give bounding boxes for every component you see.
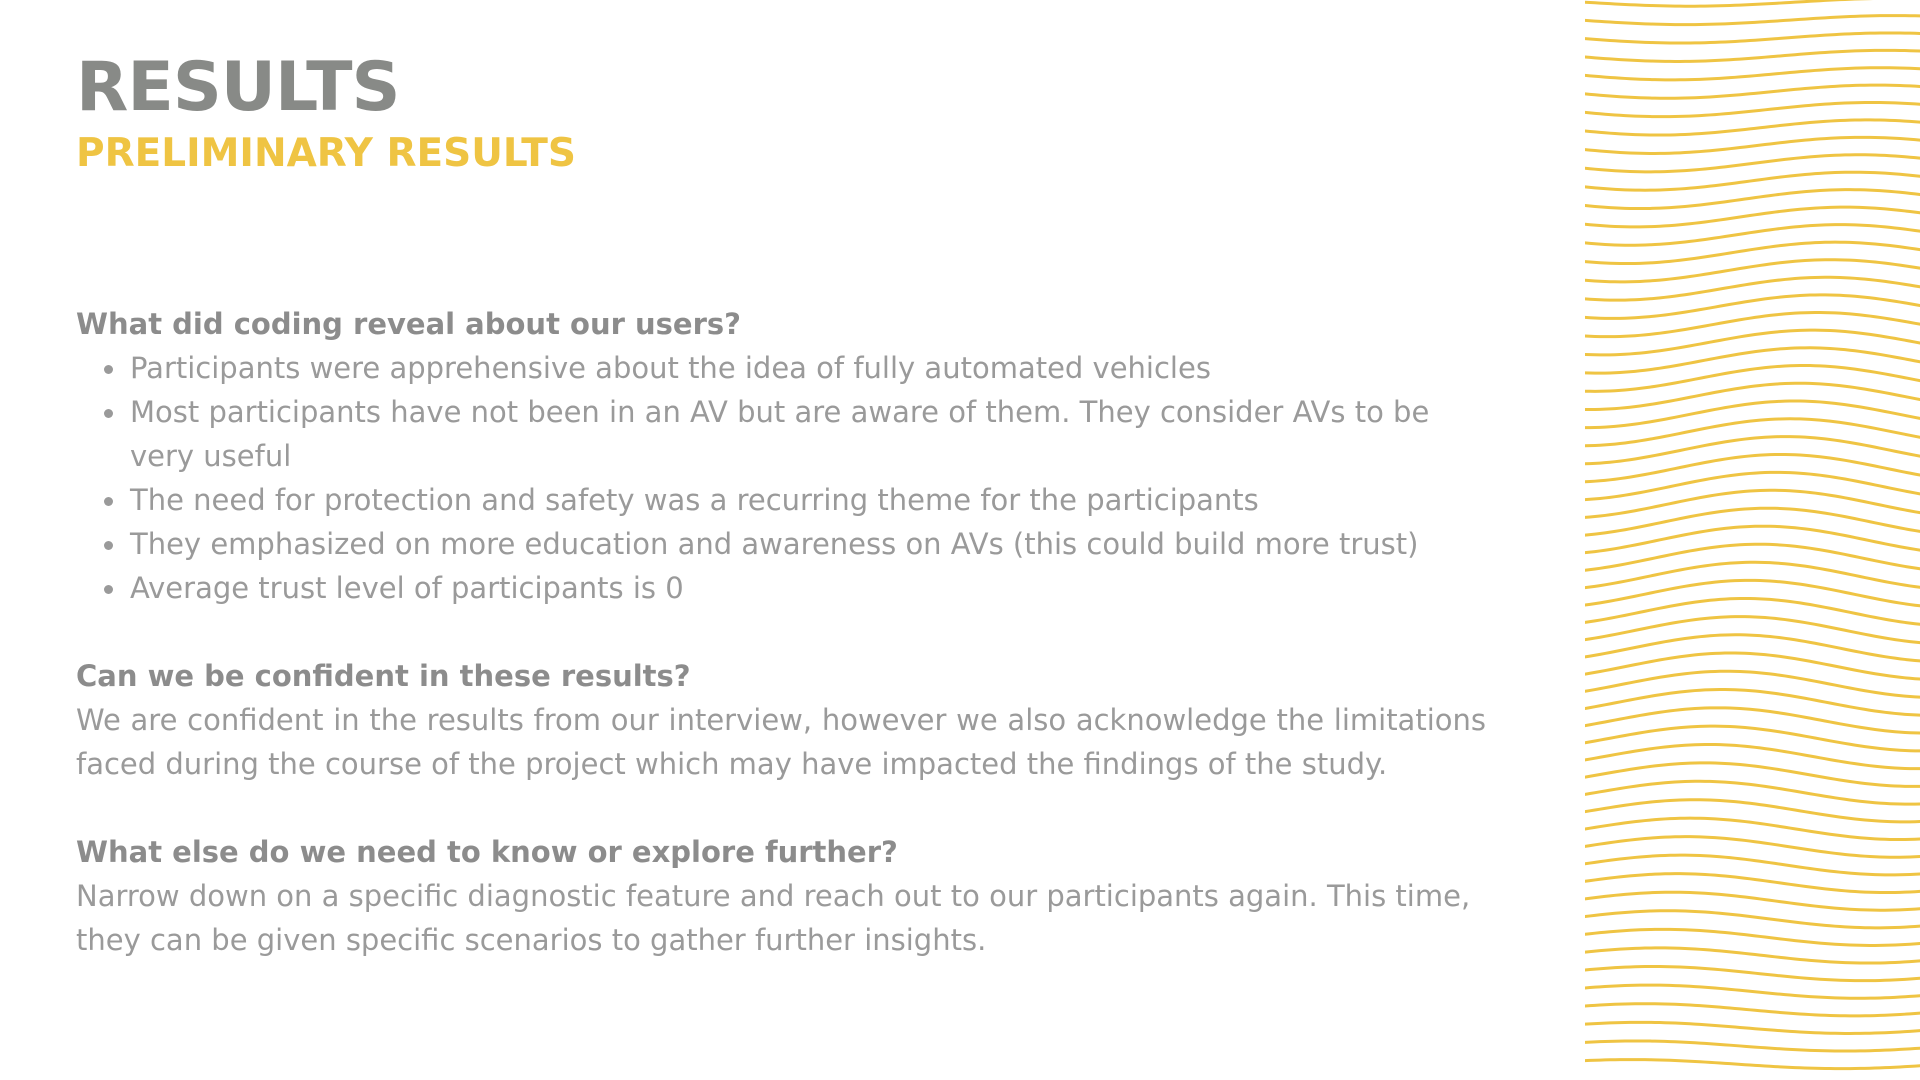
spacer xyxy=(76,786,1486,830)
wave-line xyxy=(1585,1041,1920,1051)
list-item: Average trust level of participants is 0 xyxy=(130,566,1486,610)
list-item: Most participants have not been in an AV but are aware of them. They consider AVs to be very useful xyxy=(130,390,1486,478)
wave-line xyxy=(1585,966,1920,980)
wave-line xyxy=(1585,137,1920,153)
confidence-paragraph: We are confident in the results from our interview, however we also acknowledge the limitations faced during the course of the project which may have impacted the findings of the study. xyxy=(76,703,1486,781)
wave-line xyxy=(1585,598,1920,624)
further-paragraph: Narrow down on a specific diagnostic feature and reach out to our participants again. This time, they can be given specific scenarios to gather further insights. xyxy=(76,879,1471,957)
wave-line xyxy=(1585,671,1920,697)
wave-line xyxy=(1585,911,1920,928)
wave-line xyxy=(1585,948,1920,963)
wave-line xyxy=(1585,892,1920,910)
wave-line xyxy=(1585,120,1920,135)
slide-content xyxy=(76,48,1486,957)
wave-line xyxy=(1585,172,1920,190)
wave-line xyxy=(1585,985,1920,998)
wave-line xyxy=(1585,0,1920,6)
wavy-lines-pattern-icon xyxy=(1585,0,1920,1080)
wave-line xyxy=(1585,874,1920,893)
wave-line xyxy=(1585,562,1920,587)
spacer xyxy=(76,610,1486,654)
wave-line xyxy=(1585,401,1920,428)
wave-line xyxy=(1585,929,1920,945)
question-heading-further: What else do we need to know or explore further? xyxy=(76,835,898,869)
slide-title: RESULTS xyxy=(76,48,400,127)
wave-line xyxy=(1585,635,1920,661)
wave-line xyxy=(1585,544,1920,570)
wave-line xyxy=(1585,1022,1920,1033)
wave-line xyxy=(1585,617,1920,643)
question-heading-confidence: Can we be confident in these results? xyxy=(76,659,691,693)
wave-line xyxy=(1585,190,1920,209)
wave-line xyxy=(1585,383,1920,409)
wave-line xyxy=(1585,690,1920,716)
findings-list xyxy=(76,346,1486,610)
wave-line xyxy=(1585,1060,1920,1069)
wave-line xyxy=(1585,50,1920,61)
wave-line xyxy=(1585,580,1920,605)
wave-line xyxy=(1585,508,1920,535)
wave-line xyxy=(1585,85,1920,98)
body-text xyxy=(76,302,1486,962)
list-item: Participants were apprehensive about the idea of fully automated vehicles xyxy=(130,346,1486,390)
wave-line xyxy=(1585,33,1920,43)
wave-line xyxy=(1585,16,1920,25)
list-item: They emphasized on more education and awareness on AVs (this could build more trust) xyxy=(130,522,1486,566)
list-item: The need for protection and safety was a recurring theme for the participants xyxy=(130,478,1486,522)
wave-line xyxy=(1585,653,1920,679)
wave-line xyxy=(1585,68,1920,80)
wave-line xyxy=(1585,855,1920,875)
wave-line xyxy=(1585,102,1920,116)
wave-line xyxy=(1585,1004,1920,1016)
wave-line xyxy=(1585,155,1920,172)
wave-line xyxy=(1585,207,1920,227)
section-title: PRELIMINARY RESULTS xyxy=(76,131,576,176)
wave-line xyxy=(1585,526,1920,552)
question-heading-coding: What did coding reveal about our users? xyxy=(76,307,741,341)
